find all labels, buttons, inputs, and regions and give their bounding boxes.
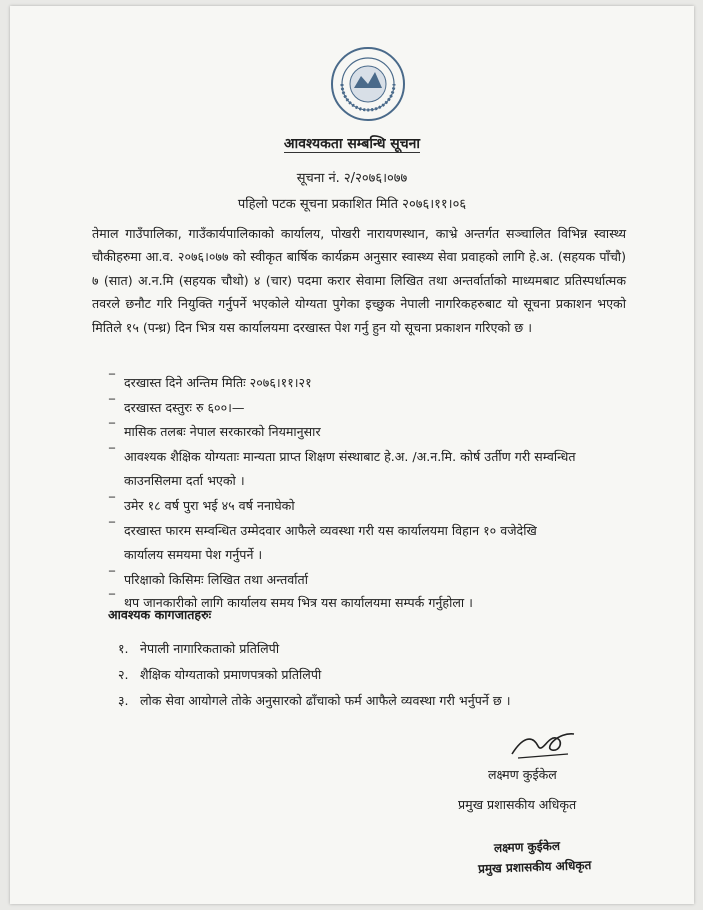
stamp-title: प्रमुख प्रशासकीय अधिकृत <box>477 858 592 876</box>
notice-title: आवश्यकता सम्बन्धि सूचना <box>283 136 421 152</box>
bullet-item: ‾ दरखास्त दस्तुरः रु ६००।— <box>109 397 245 415</box>
signer-name: लक्ष्मण कुईकेल <box>488 767 557 782</box>
bullet-item: ‾ आवश्यक शैक्षिक योग्यताः मान्यता प्राप्त शिक्षण संस्थाबाट हे.अ. /अ.न.मि. कोर्ष उर्तीण गरी सम्वन्धित <box>109 446 576 464</box>
bullet-item-continued: कार्यालय समयमा पेश गर्नुपर्ने । <box>124 547 263 562</box>
document-item: ३. लोक सेवा आयोगले तोके अनुसारको ढाँचाको फर्म आफैले व्यवस्था गरी भर्नुपर्ने छ । <box>118 693 511 708</box>
municipality-seal-icon <box>328 44 408 124</box>
documents-heading: आवश्यक कागजातहरुः <box>108 607 212 622</box>
bullet-item: ‾ थप जानकारीको लागि कार्यालय समय भित्र यस कार्यालयमा सम्पर्क गर्नुहोला । <box>109 592 473 610</box>
notice-sheet <box>10 6 694 904</box>
bullet-item: ‾ उमेर १८ वर्ष पुरा भई ४५ वर्ष ननाघेको <box>109 495 295 513</box>
bullet-item: ‾ मासिक तलबः नेपाल सरकारको नियमानुसार <box>109 421 321 439</box>
document-item: २. शैक्षिक योग्यताको प्रमाणपत्रको प्रतिलिपी <box>118 667 322 682</box>
notice-number: सूचना नं. २/२०७६।०७७ <box>296 171 408 186</box>
bullet-item: ‾ परिक्षाको किसिमः लिखित तथा अन्तर्वार्ता <box>109 569 309 587</box>
signer-title: प्रमुख प्रशासकीय अधिकृत <box>458 797 577 812</box>
handwritten-signature <box>508 724 578 764</box>
notice-body: तेमाल गाउँपालिका, गाउँकार्यपालिकाको कार्यालय, पोखरी नारायणस्थान, काभ्रे अन्तर्गत सञ्चालित विभिन्न स्वास्थ्य चौकीहरुमा आ.व. २०७६।०७७ को स्वीकृत बार्षिक कार्यक्रम अनुसार स्वास्थ्य सेवा प्रवाहको लागि हे.अ. (सहयक पाँचौ) ७ (सात) अ.न.मि (सहयक चौथो) ४ (चार) पदमा करार सेवामा लिखित तथा अन्तर्वार्ताको माध्यमबाट प्रतिस्पर्धात्मक तवरले छनौट गरि नियुक्ति गर्नुपर्ने भएकोले योग्यता पुगेका इच्छुक नेपाली नागरिकहरुबाट यो सूचना प्रकाशन भएको मितिले १५ (पन्ध्र) दिन भित्र यस कार्यालयमा दरखास्त पेश गर्नु हुन यो सूचना प्रकाशन गरिएको छ । <box>92 226 626 335</box>
first-published-date: पहिलो पटक सूचना प्रकाशित मिति २०७६।११।०६ <box>237 197 467 212</box>
bullet-item-continued: काउनसिलमा दर्ता भएको । <box>124 473 245 488</box>
bullet-item: ‾ दरखास्त दिने अन्तिम मितिः २०७६।११।२१ <box>109 372 312 390</box>
bullet-item: ‾ दरखास्त फारम सम्वन्धित उम्मेदवार आफैले व्यवस्था गरी यस कार्यालयमा विहान १० वजेदेखि <box>109 520 537 538</box>
document-item: १. नेपाली नागारिकताको प्रतिलिपी <box>118 641 280 656</box>
stamp-name: लक्ष्मण कुईकेल <box>493 838 561 856</box>
